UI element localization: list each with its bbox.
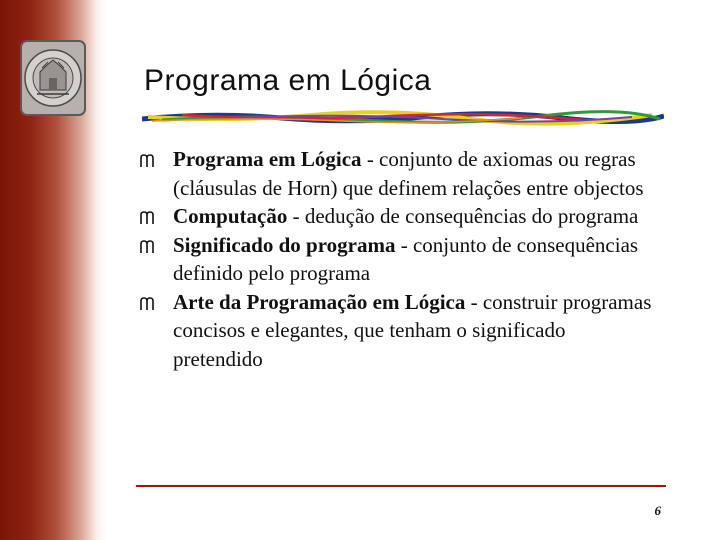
bullet-list xyxy=(140,145,660,373)
m-glyph-icon xyxy=(140,297,156,311)
bullet-item xyxy=(140,288,660,374)
m-glyph-icon xyxy=(140,211,156,225)
bullet-term: Arte da Programação em Lógica xyxy=(173,289,466,314)
m-glyph-icon xyxy=(140,154,156,168)
bullet-text: - conjunto de consequências definido pelo programa xyxy=(173,232,639,285)
title-underline-brushstroke xyxy=(142,106,664,128)
bullet-term: Computação xyxy=(173,204,288,228)
bullet-term: Programa em Lógica xyxy=(173,147,362,171)
bullet-term: Significado do programa xyxy=(173,232,396,257)
bullet-text: - conjunto de axiomas ou regras (cláusulas de Horn) que definem relações entre objectos xyxy=(173,147,644,200)
bullet-item xyxy=(140,202,660,231)
bullet-item xyxy=(140,145,660,202)
university-seal-logo xyxy=(20,40,86,116)
bullet-text: - construir programas concisos e elegantes, que tenham o significado pretendido xyxy=(173,289,652,371)
page-number: 6 xyxy=(654,503,661,518)
bullet-item xyxy=(140,231,660,288)
bullet-text: - dedução de consequências do programa xyxy=(287,204,639,228)
m-glyph-icon xyxy=(140,240,156,254)
footer-divider xyxy=(136,485,666,487)
slide-title: Programa em Lógica xyxy=(144,64,432,97)
